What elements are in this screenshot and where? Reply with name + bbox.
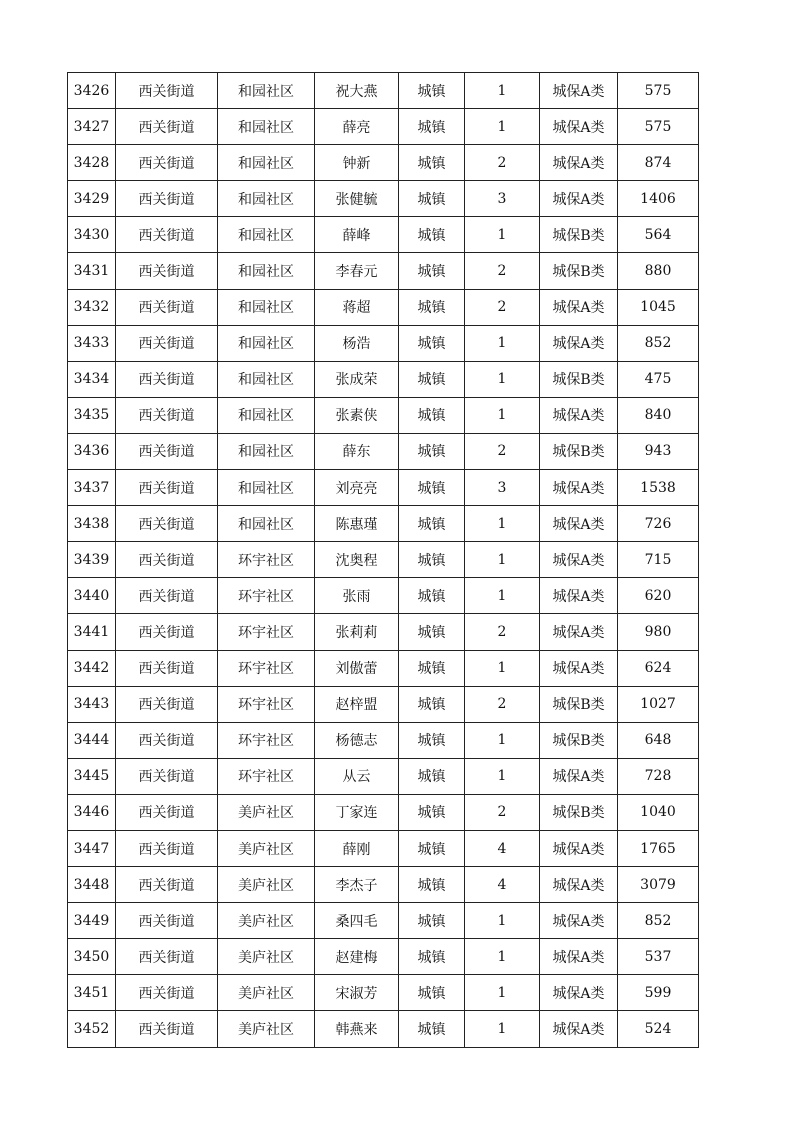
cell-residence-type: 城镇	[399, 325, 465, 361]
cell-person-name: 杨浩	[315, 325, 399, 361]
table-row	[68, 325, 699, 361]
cell-residence-type: 城镇	[399, 181, 465, 217]
table-row	[68, 470, 699, 506]
cell-amount: 840	[618, 397, 699, 433]
cell-record-number: 3430	[68, 217, 116, 253]
cell-insurance-category: 城保A类	[540, 939, 618, 975]
table-row	[68, 217, 699, 253]
cell-person-name: 薛东	[315, 433, 399, 469]
cell-residence-type: 城镇	[399, 217, 465, 253]
cell-residence-type: 城镇	[399, 722, 465, 758]
cell-street-name: 西关街道	[116, 614, 218, 650]
cell-amount: 1045	[618, 289, 699, 325]
cell-street-name: 西关街道	[116, 578, 218, 614]
cell-amount: 648	[618, 722, 699, 758]
cell-amount: 943	[618, 433, 699, 469]
cell-residence-type: 城镇	[399, 867, 465, 903]
cell-street-name: 西关街道	[116, 145, 218, 181]
cell-street-name: 西关街道	[116, 253, 218, 289]
cell-residence-type: 城镇	[399, 794, 465, 830]
cell-residence-type: 城镇	[399, 1011, 465, 1047]
cell-person-name: 薛亮	[315, 109, 399, 145]
cell-person-name: 杨德志	[315, 722, 399, 758]
table-row	[68, 578, 699, 614]
cell-community-name: 环宇社区	[218, 758, 315, 794]
table-row	[68, 686, 699, 722]
cell-record-number: 3441	[68, 614, 116, 650]
cell-household-count: 2	[465, 794, 540, 830]
cell-record-number: 3445	[68, 758, 116, 794]
cell-record-number: 3444	[68, 722, 116, 758]
cell-community-name: 美庐社区	[218, 794, 315, 830]
cell-household-count: 1	[465, 1011, 540, 1047]
cell-community-name: 和园社区	[218, 433, 315, 469]
cell-residence-type: 城镇	[399, 542, 465, 578]
cell-insurance-category: 城保B类	[540, 722, 618, 758]
cell-record-number: 3432	[68, 289, 116, 325]
cell-community-name: 和园社区	[218, 253, 315, 289]
table-row	[68, 939, 699, 975]
cell-household-count: 2	[465, 433, 540, 469]
table-row	[68, 181, 699, 217]
cell-person-name: 张莉莉	[315, 614, 399, 650]
cell-amount: 524	[618, 1011, 699, 1047]
table-row	[68, 650, 699, 686]
cell-community-name: 和园社区	[218, 181, 315, 217]
cell-community-name: 美庐社区	[218, 830, 315, 866]
cell-amount: 599	[618, 975, 699, 1011]
table-row	[68, 794, 699, 830]
cell-record-number: 3436	[68, 433, 116, 469]
cell-street-name: 西关街道	[116, 903, 218, 939]
cell-household-count: 1	[465, 939, 540, 975]
cell-amount: 3079	[618, 867, 699, 903]
cell-community-name: 和园社区	[218, 470, 315, 506]
cell-residence-type: 城镇	[399, 686, 465, 722]
cell-amount: 564	[618, 217, 699, 253]
cell-street-name: 西关街道	[116, 722, 218, 758]
cell-residence-type: 城镇	[399, 578, 465, 614]
table-row	[68, 289, 699, 325]
cell-record-number: 3446	[68, 794, 116, 830]
cell-household-count: 4	[465, 867, 540, 903]
cell-street-name: 西关街道	[116, 289, 218, 325]
cell-insurance-category: 城保A类	[540, 542, 618, 578]
cell-residence-type: 城镇	[399, 506, 465, 542]
cell-community-name: 和园社区	[218, 397, 315, 433]
cell-street-name: 西关街道	[116, 506, 218, 542]
cell-amount: 624	[618, 650, 699, 686]
cell-amount: 620	[618, 578, 699, 614]
cell-person-name: 赵建梅	[315, 939, 399, 975]
cell-person-name: 赵梓盟	[315, 686, 399, 722]
cell-record-number: 3427	[68, 109, 116, 145]
cell-street-name: 西关街道	[116, 830, 218, 866]
cell-insurance-category: 城保A类	[540, 867, 618, 903]
table-row	[68, 397, 699, 433]
cell-street-name: 西关街道	[116, 758, 218, 794]
table-row	[68, 1011, 699, 1047]
cell-street-name: 西关街道	[116, 939, 218, 975]
cell-residence-type: 城镇	[399, 433, 465, 469]
cell-insurance-category: 城保A类	[540, 578, 618, 614]
cell-household-count: 4	[465, 830, 540, 866]
cell-household-count: 1	[465, 975, 540, 1011]
cell-residence-type: 城镇	[399, 830, 465, 866]
cell-amount: 980	[618, 614, 699, 650]
cell-street-name: 西关街道	[116, 181, 218, 217]
table-row	[68, 145, 699, 181]
cell-community-name: 美庐社区	[218, 1011, 315, 1047]
cell-residence-type: 城镇	[399, 73, 465, 109]
cell-community-name: 环宇社区	[218, 650, 315, 686]
cell-person-name: 李春元	[315, 253, 399, 289]
cell-record-number: 3434	[68, 361, 116, 397]
table-row	[68, 975, 699, 1011]
cell-person-name: 宋淑芳	[315, 975, 399, 1011]
cell-record-number: 3449	[68, 903, 116, 939]
cell-insurance-category: 城保A类	[540, 650, 618, 686]
cell-community-name: 环宇社区	[218, 722, 315, 758]
cell-household-count: 1	[465, 650, 540, 686]
table-row	[68, 867, 699, 903]
table-row	[68, 614, 699, 650]
cell-record-number: 3442	[68, 650, 116, 686]
cell-person-name: 陈惠瑾	[315, 506, 399, 542]
cell-residence-type: 城镇	[399, 397, 465, 433]
cell-street-name: 西关街道	[116, 397, 218, 433]
cell-amount: 1538	[618, 470, 699, 506]
table-row	[68, 253, 699, 289]
cell-street-name: 西关街道	[116, 975, 218, 1011]
cell-person-name: 韩燕来	[315, 1011, 399, 1047]
cell-household-count: 1	[465, 542, 540, 578]
cell-community-name: 和园社区	[218, 289, 315, 325]
cell-amount: 475	[618, 361, 699, 397]
cell-household-count: 3	[465, 470, 540, 506]
cell-insurance-category: 城保A类	[540, 73, 618, 109]
table-row	[68, 361, 699, 397]
cell-household-count: 1	[465, 722, 540, 758]
cell-residence-type: 城镇	[399, 903, 465, 939]
cell-insurance-category: 城保A类	[540, 1011, 618, 1047]
cell-record-number: 3451	[68, 975, 116, 1011]
table-row	[68, 109, 699, 145]
cell-street-name: 西关街道	[116, 686, 218, 722]
cell-community-name: 和园社区	[218, 109, 315, 145]
cell-insurance-category: 城保B类	[540, 433, 618, 469]
roster-table-body	[68, 73, 699, 1048]
cell-person-name: 桑四毛	[315, 903, 399, 939]
cell-residence-type: 城镇	[399, 289, 465, 325]
cell-household-count: 1	[465, 506, 540, 542]
cell-insurance-category: 城保A类	[540, 289, 618, 325]
table-row	[68, 903, 699, 939]
cell-amount: 852	[618, 903, 699, 939]
cell-amount: 575	[618, 109, 699, 145]
cell-record-number: 3435	[68, 397, 116, 433]
cell-insurance-category: 城保A类	[540, 470, 618, 506]
cell-residence-type: 城镇	[399, 470, 465, 506]
cell-street-name: 西关街道	[116, 650, 218, 686]
cell-household-count: 2	[465, 145, 540, 181]
cell-insurance-category: 城保B类	[540, 686, 618, 722]
cell-insurance-category: 城保A类	[540, 975, 618, 1011]
cell-street-name: 西关街道	[116, 867, 218, 903]
cell-community-name: 和园社区	[218, 506, 315, 542]
cell-person-name: 张雨	[315, 578, 399, 614]
cell-insurance-category: 城保A类	[540, 830, 618, 866]
cell-community-name: 环宇社区	[218, 578, 315, 614]
cell-record-number: 3443	[68, 686, 116, 722]
cell-residence-type: 城镇	[399, 758, 465, 794]
cell-household-count: 2	[465, 289, 540, 325]
cell-household-count: 1	[465, 217, 540, 253]
cell-household-count: 1	[465, 325, 540, 361]
cell-record-number: 3428	[68, 145, 116, 181]
cell-insurance-category: 城保B类	[540, 794, 618, 830]
cell-record-number: 3439	[68, 542, 116, 578]
cell-amount: 874	[618, 145, 699, 181]
table-row	[68, 758, 699, 794]
cell-record-number: 3433	[68, 325, 116, 361]
cell-person-name: 张成荣	[315, 361, 399, 397]
cell-residence-type: 城镇	[399, 145, 465, 181]
cell-household-count: 1	[465, 109, 540, 145]
cell-person-name: 薛刚	[315, 830, 399, 866]
cell-amount: 1406	[618, 181, 699, 217]
cell-amount: 715	[618, 542, 699, 578]
cell-household-count: 2	[465, 614, 540, 650]
roster-table	[67, 72, 699, 1048]
cell-person-name: 祝大燕	[315, 73, 399, 109]
cell-household-count: 1	[465, 397, 540, 433]
cell-record-number: 3431	[68, 253, 116, 289]
cell-record-number: 3437	[68, 470, 116, 506]
table-row	[68, 506, 699, 542]
cell-record-number: 3452	[68, 1011, 116, 1047]
cell-residence-type: 城镇	[399, 253, 465, 289]
cell-residence-type: 城镇	[399, 650, 465, 686]
cell-household-count: 3	[465, 181, 540, 217]
cell-person-name: 钟新	[315, 145, 399, 181]
cell-community-name: 美庐社区	[218, 975, 315, 1011]
cell-household-count: 2	[465, 686, 540, 722]
cell-person-name: 沈奥程	[315, 542, 399, 578]
cell-amount: 728	[618, 758, 699, 794]
cell-amount: 575	[618, 73, 699, 109]
cell-insurance-category: 城保A类	[540, 145, 618, 181]
cell-person-name: 刘傲蕾	[315, 650, 399, 686]
table-row	[68, 722, 699, 758]
cell-community-name: 美庐社区	[218, 903, 315, 939]
cell-person-name: 张健毓	[315, 181, 399, 217]
cell-record-number: 3448	[68, 867, 116, 903]
cell-community-name: 和园社区	[218, 361, 315, 397]
cell-residence-type: 城镇	[399, 109, 465, 145]
cell-person-name: 刘亮亮	[315, 470, 399, 506]
cell-community-name: 和园社区	[218, 145, 315, 181]
cell-amount: 1040	[618, 794, 699, 830]
cell-street-name: 西关街道	[116, 470, 218, 506]
cell-residence-type: 城镇	[399, 975, 465, 1011]
cell-record-number: 3426	[68, 73, 116, 109]
cell-street-name: 西关街道	[116, 325, 218, 361]
cell-community-name: 环宇社区	[218, 686, 315, 722]
cell-person-name: 薛峰	[315, 217, 399, 253]
cell-street-name: 西关街道	[116, 794, 218, 830]
cell-insurance-category: 城保A类	[540, 325, 618, 361]
cell-household-count: 1	[465, 578, 540, 614]
cell-person-name: 蒋超	[315, 289, 399, 325]
cell-amount: 1027	[618, 686, 699, 722]
cell-street-name: 西关街道	[116, 73, 218, 109]
table-row	[68, 830, 699, 866]
cell-person-name: 张素侠	[315, 397, 399, 433]
cell-household-count: 2	[465, 253, 540, 289]
cell-household-count: 1	[465, 903, 540, 939]
cell-record-number: 3450	[68, 939, 116, 975]
table-row	[68, 542, 699, 578]
cell-insurance-category: 城保A类	[540, 506, 618, 542]
cell-record-number: 3438	[68, 506, 116, 542]
cell-community-name: 美庐社区	[218, 939, 315, 975]
cell-residence-type: 城镇	[399, 614, 465, 650]
cell-insurance-category: 城保B类	[540, 217, 618, 253]
cell-person-name: 李杰子	[315, 867, 399, 903]
cell-person-name: 从云	[315, 758, 399, 794]
cell-insurance-category: 城保A类	[540, 109, 618, 145]
cell-insurance-category: 城保A类	[540, 903, 618, 939]
cell-household-count: 1	[465, 73, 540, 109]
cell-person-name: 丁家连	[315, 794, 399, 830]
cell-insurance-category: 城保A类	[540, 614, 618, 650]
cell-street-name: 西关街道	[116, 217, 218, 253]
cell-amount: 1765	[618, 830, 699, 866]
cell-insurance-category: 城保B类	[540, 253, 618, 289]
cell-amount: 880	[618, 253, 699, 289]
cell-street-name: 西关街道	[116, 1011, 218, 1047]
cell-community-name: 环宇社区	[218, 614, 315, 650]
cell-insurance-category: 城保A类	[540, 758, 618, 794]
cell-residence-type: 城镇	[399, 361, 465, 397]
cell-community-name: 环宇社区	[218, 542, 315, 578]
cell-record-number: 3440	[68, 578, 116, 614]
table-row	[68, 73, 699, 109]
cell-community-name: 和园社区	[218, 325, 315, 361]
cell-street-name: 西关街道	[116, 361, 218, 397]
cell-street-name: 西关街道	[116, 433, 218, 469]
cell-insurance-category: 城保A类	[540, 181, 618, 217]
cell-amount: 537	[618, 939, 699, 975]
cell-household-count: 1	[465, 758, 540, 794]
cell-amount: 726	[618, 506, 699, 542]
cell-record-number: 3447	[68, 830, 116, 866]
cell-residence-type: 城镇	[399, 939, 465, 975]
cell-insurance-category: 城保B类	[540, 361, 618, 397]
cell-street-name: 西关街道	[116, 109, 218, 145]
cell-community-name: 和园社区	[218, 73, 315, 109]
cell-record-number: 3429	[68, 181, 116, 217]
cell-community-name: 和园社区	[218, 217, 315, 253]
cell-household-count: 1	[465, 361, 540, 397]
cell-street-name: 西关街道	[116, 542, 218, 578]
cell-insurance-category: 城保A类	[540, 397, 618, 433]
table-row	[68, 433, 699, 469]
cell-amount: 852	[618, 325, 699, 361]
cell-community-name: 美庐社区	[218, 867, 315, 903]
